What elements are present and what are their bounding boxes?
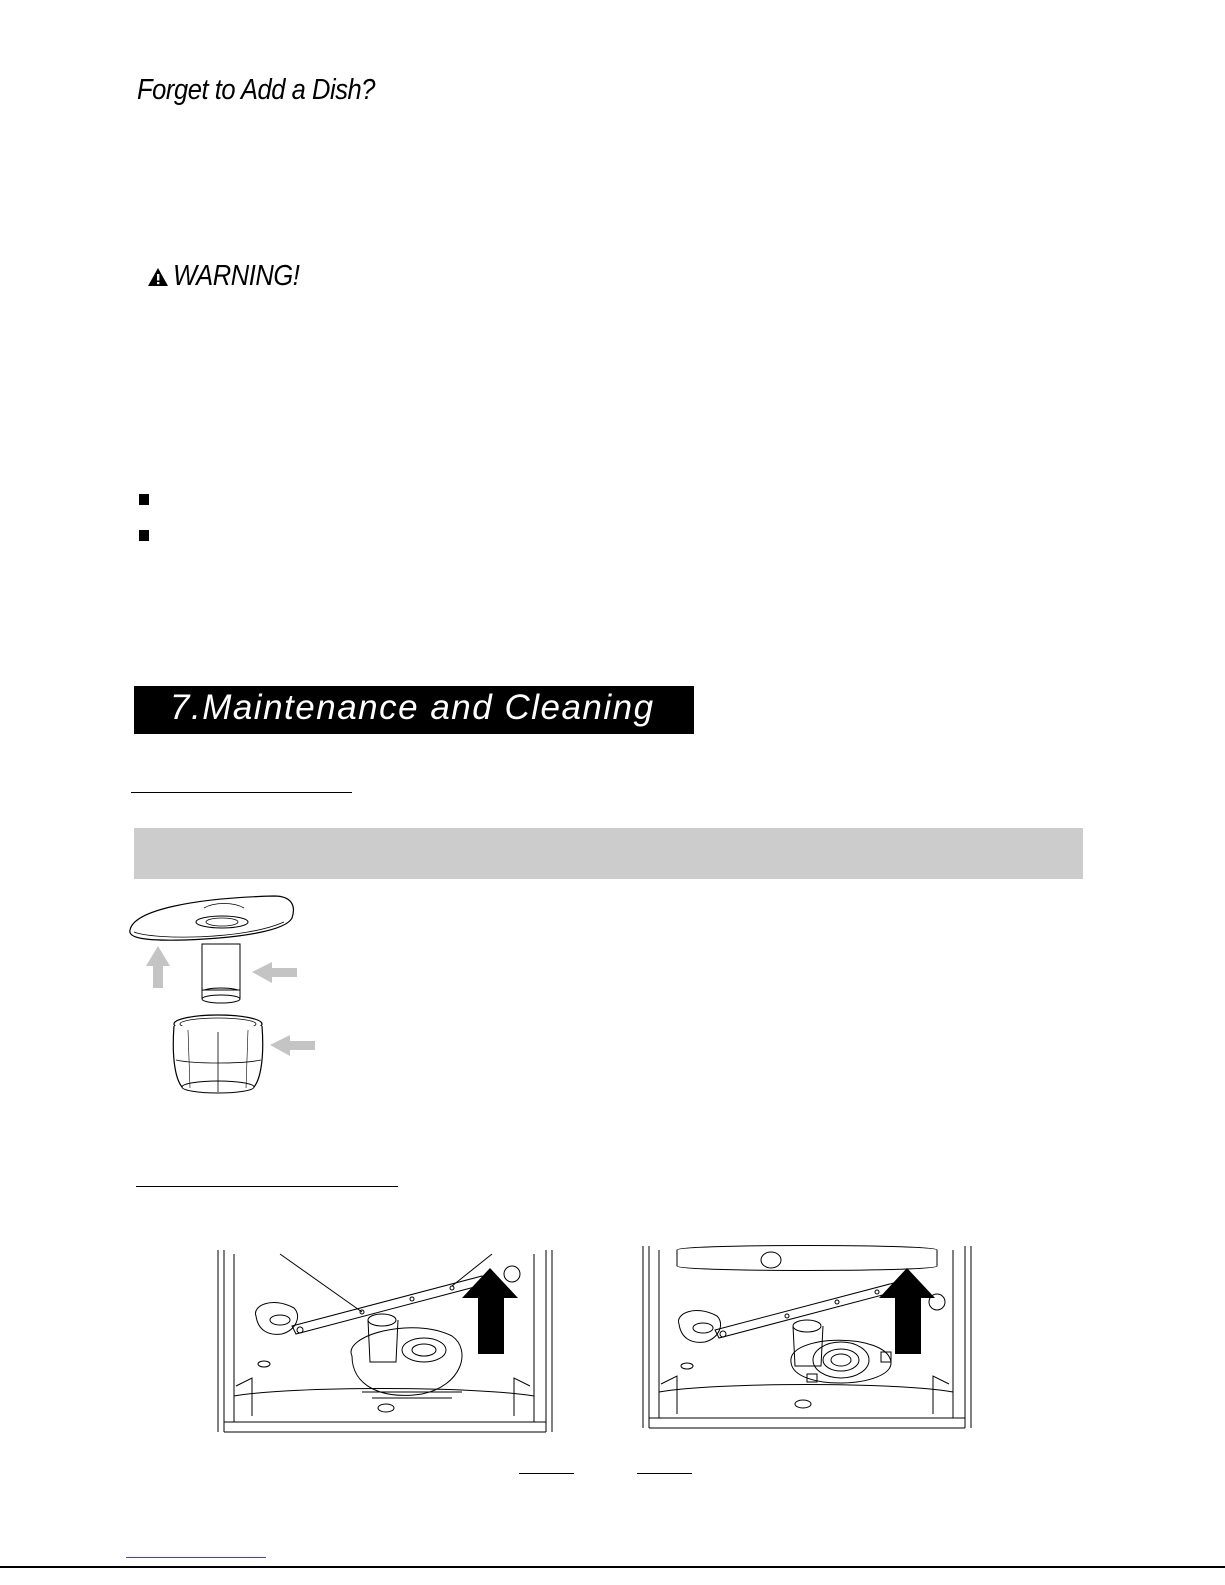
- heading-add-dish: Forget to Add a Dish?: [137, 74, 376, 106]
- square-bullet-icon: [139, 494, 149, 505]
- dishwasher-tub-illustration: [212, 1246, 558, 1438]
- footer-link-rule: [126, 1557, 266, 1558]
- page-bottom-edge: [0, 1566, 1225, 1568]
- warning-triangle-icon: [147, 267, 169, 287]
- section-title: 7.Maintenance and Cleaning: [170, 688, 655, 727]
- section-banner: [134, 686, 694, 734]
- gray-band: [134, 828, 1083, 879]
- dishwasher-tub-illustration: [637, 1242, 977, 1434]
- subheading-rule: [131, 792, 352, 793]
- warning-label: WARNING!: [173, 260, 300, 292]
- caption-rule: [637, 1473, 692, 1474]
- square-bullet-icon: [139, 530, 149, 541]
- caption-rule: [519, 1473, 574, 1474]
- filter-assembly-illustration: [124, 892, 324, 1100]
- subheading-rule: [136, 1186, 398, 1187]
